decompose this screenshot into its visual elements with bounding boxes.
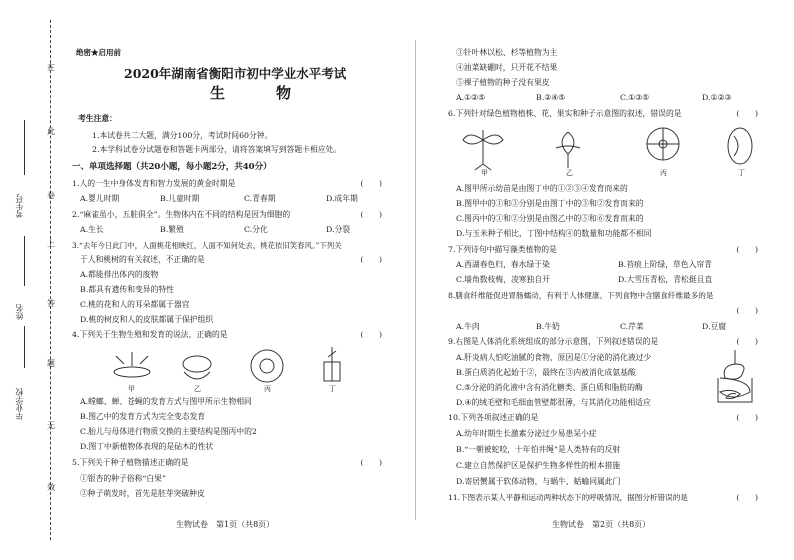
field-line	[24, 236, 25, 286]
section-heading: 一、单项选择题（共20小题，每小题2分，共40分）	[72, 162, 272, 172]
option: C.胎儿与母体进行物质交换的主要结构是图丙中的2	[80, 427, 257, 436]
question-10: 10.下列各项叙述正确的是	[448, 413, 539, 422]
option: B.苔痕上阶绿，草色入帘青	[618, 260, 712, 269]
figure-label: 丙	[660, 169, 667, 177]
page-1	[72, 0, 390, 560]
question-5: 5.下列关于种子植物描述正确的是	[72, 458, 189, 467]
statement: ①银杏的种子俗称“白果”	[80, 474, 166, 483]
question-8: 8.膳食纤维能促进胃肠蠕动，有利于人体健康。下列食物中含膳食纤维最多的是	[448, 291, 714, 300]
field-name: 姓名	[15, 304, 24, 320]
option: A.图甲所示幼苗是由图丁中的①②③④发育而来的	[456, 184, 628, 193]
binding-mark: 效	[47, 483, 55, 492]
question-1: 1.人的一生中身体发育和智力发展的黄金时期是	[72, 179, 236, 188]
option: D.与玉米种子相比，丁图中结构④的数量和功能都不相同	[456, 229, 652, 238]
answer-paren: ( )	[360, 179, 382, 188]
option: C.建立自然保护区是保护生物多样性的根本措施	[456, 461, 621, 470]
option: D.寄居蟹属于软体动物，与蜗牛、蛞蝓同属此门	[456, 477, 621, 486]
option: A.西湖春色归，春水绿于染	[456, 260, 550, 269]
option: C.分化	[244, 225, 268, 234]
figure-label: 乙	[194, 385, 201, 393]
question-9: 9.右图是人体消化系统组成的部分示意图，下列叙述错误的是	[448, 337, 659, 346]
option: A.婴儿时期	[80, 194, 120, 203]
option: B.图甲中的①和③分别是由图丁中的③和②发育而来的	[456, 199, 644, 208]
option: C.桃的花和人的耳朵都属于器官	[80, 300, 190, 309]
statement: ④油菜缺硼时，只开花不结果	[456, 63, 558, 72]
option: C.①③⑤	[620, 93, 650, 102]
note-line: 1.本试卷共二大题，满分100分，考试时间60分钟。	[92, 131, 273, 140]
statement: ③针叶林以松、杉等植物为主	[456, 48, 558, 57]
answer-paren: ( )	[736, 306, 758, 315]
note-line: 2.本学科试卷分试题卷和答题卡两部分，请将答案填写到答题卡相应处。	[92, 145, 342, 154]
figure-label: 乙	[566, 169, 573, 177]
answer-paren: ( )	[360, 330, 382, 339]
option: A.螳螂、蝉、苍蝇的发育方式与图甲所示生物相同	[80, 397, 252, 406]
page-footer: 生物试卷 第1页（共8页）	[176, 520, 275, 529]
question-3-cont: 于人和桃树的有关叙述，不正确的是	[80, 255, 205, 264]
figure-label: 甲	[128, 385, 135, 393]
field-line	[24, 120, 25, 175]
option: C.青春期	[244, 194, 276, 203]
binding-margin	[0, 0, 70, 560]
option: D.图丁中新植物体表现的是砧木的性状	[80, 442, 214, 451]
option: B.图乙中的发育方式为完全变态发育	[80, 412, 206, 421]
option: C.图丙中的①和②分别是由图乙中的⑤和⑥发育而来的	[456, 214, 644, 223]
option: C.芹菜	[620, 322, 644, 331]
question-2: 2.“麻雀虽小，五脏俱全”。生物体内在不同的结构是因为细胞的	[72, 210, 291, 219]
option: C.⑤分泌的消化液中含有消化糖类、蛋白质和脂肪的酶	[456, 383, 643, 392]
answer-paren: ( )	[736, 413, 758, 422]
question-7: 7.下列诗句中描写藻类植物的是	[448, 245, 557, 254]
option: D.成年期	[326, 194, 358, 203]
digestive-system-figure	[710, 348, 760, 408]
answer-paren: ( )	[736, 245, 758, 254]
answer-paren: ( )	[736, 337, 758, 346]
option: D.大雪压青松，青松挺且直	[618, 275, 713, 284]
field-school: 毕业学校	[15, 388, 24, 420]
binding-dashed-line	[50, 20, 51, 540]
exam-title: 2020年湖南省衡阳市初中学业水平考试	[124, 66, 347, 81]
option: B.②④⑤	[536, 93, 566, 102]
option: D.①②③	[702, 93, 732, 102]
answer-paren: ( )	[736, 109, 758, 118]
answer-paren: ( )	[360, 210, 382, 219]
field-line	[24, 326, 25, 368]
option: A.都能排出体内的废物	[80, 270, 159, 279]
question-11: 11.下图表示某人平静和运动两种状态下的呼吸情况，据图分析错误的是	[448, 493, 688, 502]
question-4: 4.下列关于生物生殖和发育的说法，正确的是	[72, 330, 228, 339]
page-divider	[415, 40, 416, 520]
option: A.肝炎病人怕吃油腻的食物，原因是①分泌的消化液过少	[456, 353, 652, 362]
question-3: 3.“去年今日此门中，人面桃花相映红，人面不知何处去，桃花依旧笑春风。”下列关	[72, 241, 342, 250]
option: A.牛肉	[456, 322, 480, 331]
statement: ②种子萌发时，首先是胚芽突破种皮	[80, 489, 205, 498]
notes-title: 考生注意：	[78, 114, 117, 123]
option: D.桃的树皮和人的皮肤都属于保护组织	[80, 315, 214, 324]
binding-mark: 卷	[47, 191, 55, 200]
binding-mark: 上	[47, 239, 55, 248]
binding-mark: 无	[47, 421, 55, 430]
option: A.生长	[80, 225, 104, 234]
option: A.①②⑤	[456, 93, 486, 102]
option: C.墙角数枝梅，凌寒独自开	[456, 275, 550, 284]
plant-figures	[458, 122, 758, 172]
figure-label: 甲	[481, 169, 488, 177]
option: B.蛋白质消化起始于②，最终在③内被消化成氨基酸	[456, 368, 636, 377]
page-2	[448, 0, 766, 560]
binding-mark: 答	[47, 299, 55, 308]
option: D.分裂	[326, 225, 351, 234]
binding-mark: 此	[47, 127, 55, 136]
figure-label: 丁	[329, 385, 336, 393]
answer-paren: ( )	[360, 458, 382, 467]
option: B.都具有遗传和变异的特性	[80, 285, 174, 294]
page-footer: 生物试卷 第2页（共8页）	[552, 520, 651, 529]
binding-mark: 题	[47, 359, 55, 368]
statement: ⑤裸子植物的种子没有果皮	[456, 78, 550, 87]
subject-title: 生 物	[210, 84, 310, 102]
binding-mark: 在	[47, 63, 55, 72]
option: A.幼年时期生长激素分泌过少易患呆小症	[456, 429, 597, 438]
option: B.繁殖	[160, 225, 184, 234]
option: B.牛奶	[536, 322, 560, 331]
figure-label: 丁	[738, 169, 745, 177]
question-6: 6.下列针对绿色植物植株、花、果实和种子示意图的叙述，错误的是	[448, 109, 682, 118]
option: B.“一朝被蛇咬，十年怕井绳”是人类特有的反射	[456, 445, 621, 454]
field-exam-number: 考生号	[15, 194, 24, 218]
option: D.豆腐	[702, 322, 727, 331]
option: D.④的绒毛壁和毛细血管壁都很薄，与其消化功能相适应	[456, 398, 651, 407]
secret-label: 绝密★启用前	[76, 48, 121, 57]
option: B.儿童时期	[160, 194, 200, 203]
answer-paren: ( )	[360, 255, 382, 264]
figure-label: 丙	[264, 385, 271, 393]
answer-paren: ( )	[736, 493, 758, 502]
